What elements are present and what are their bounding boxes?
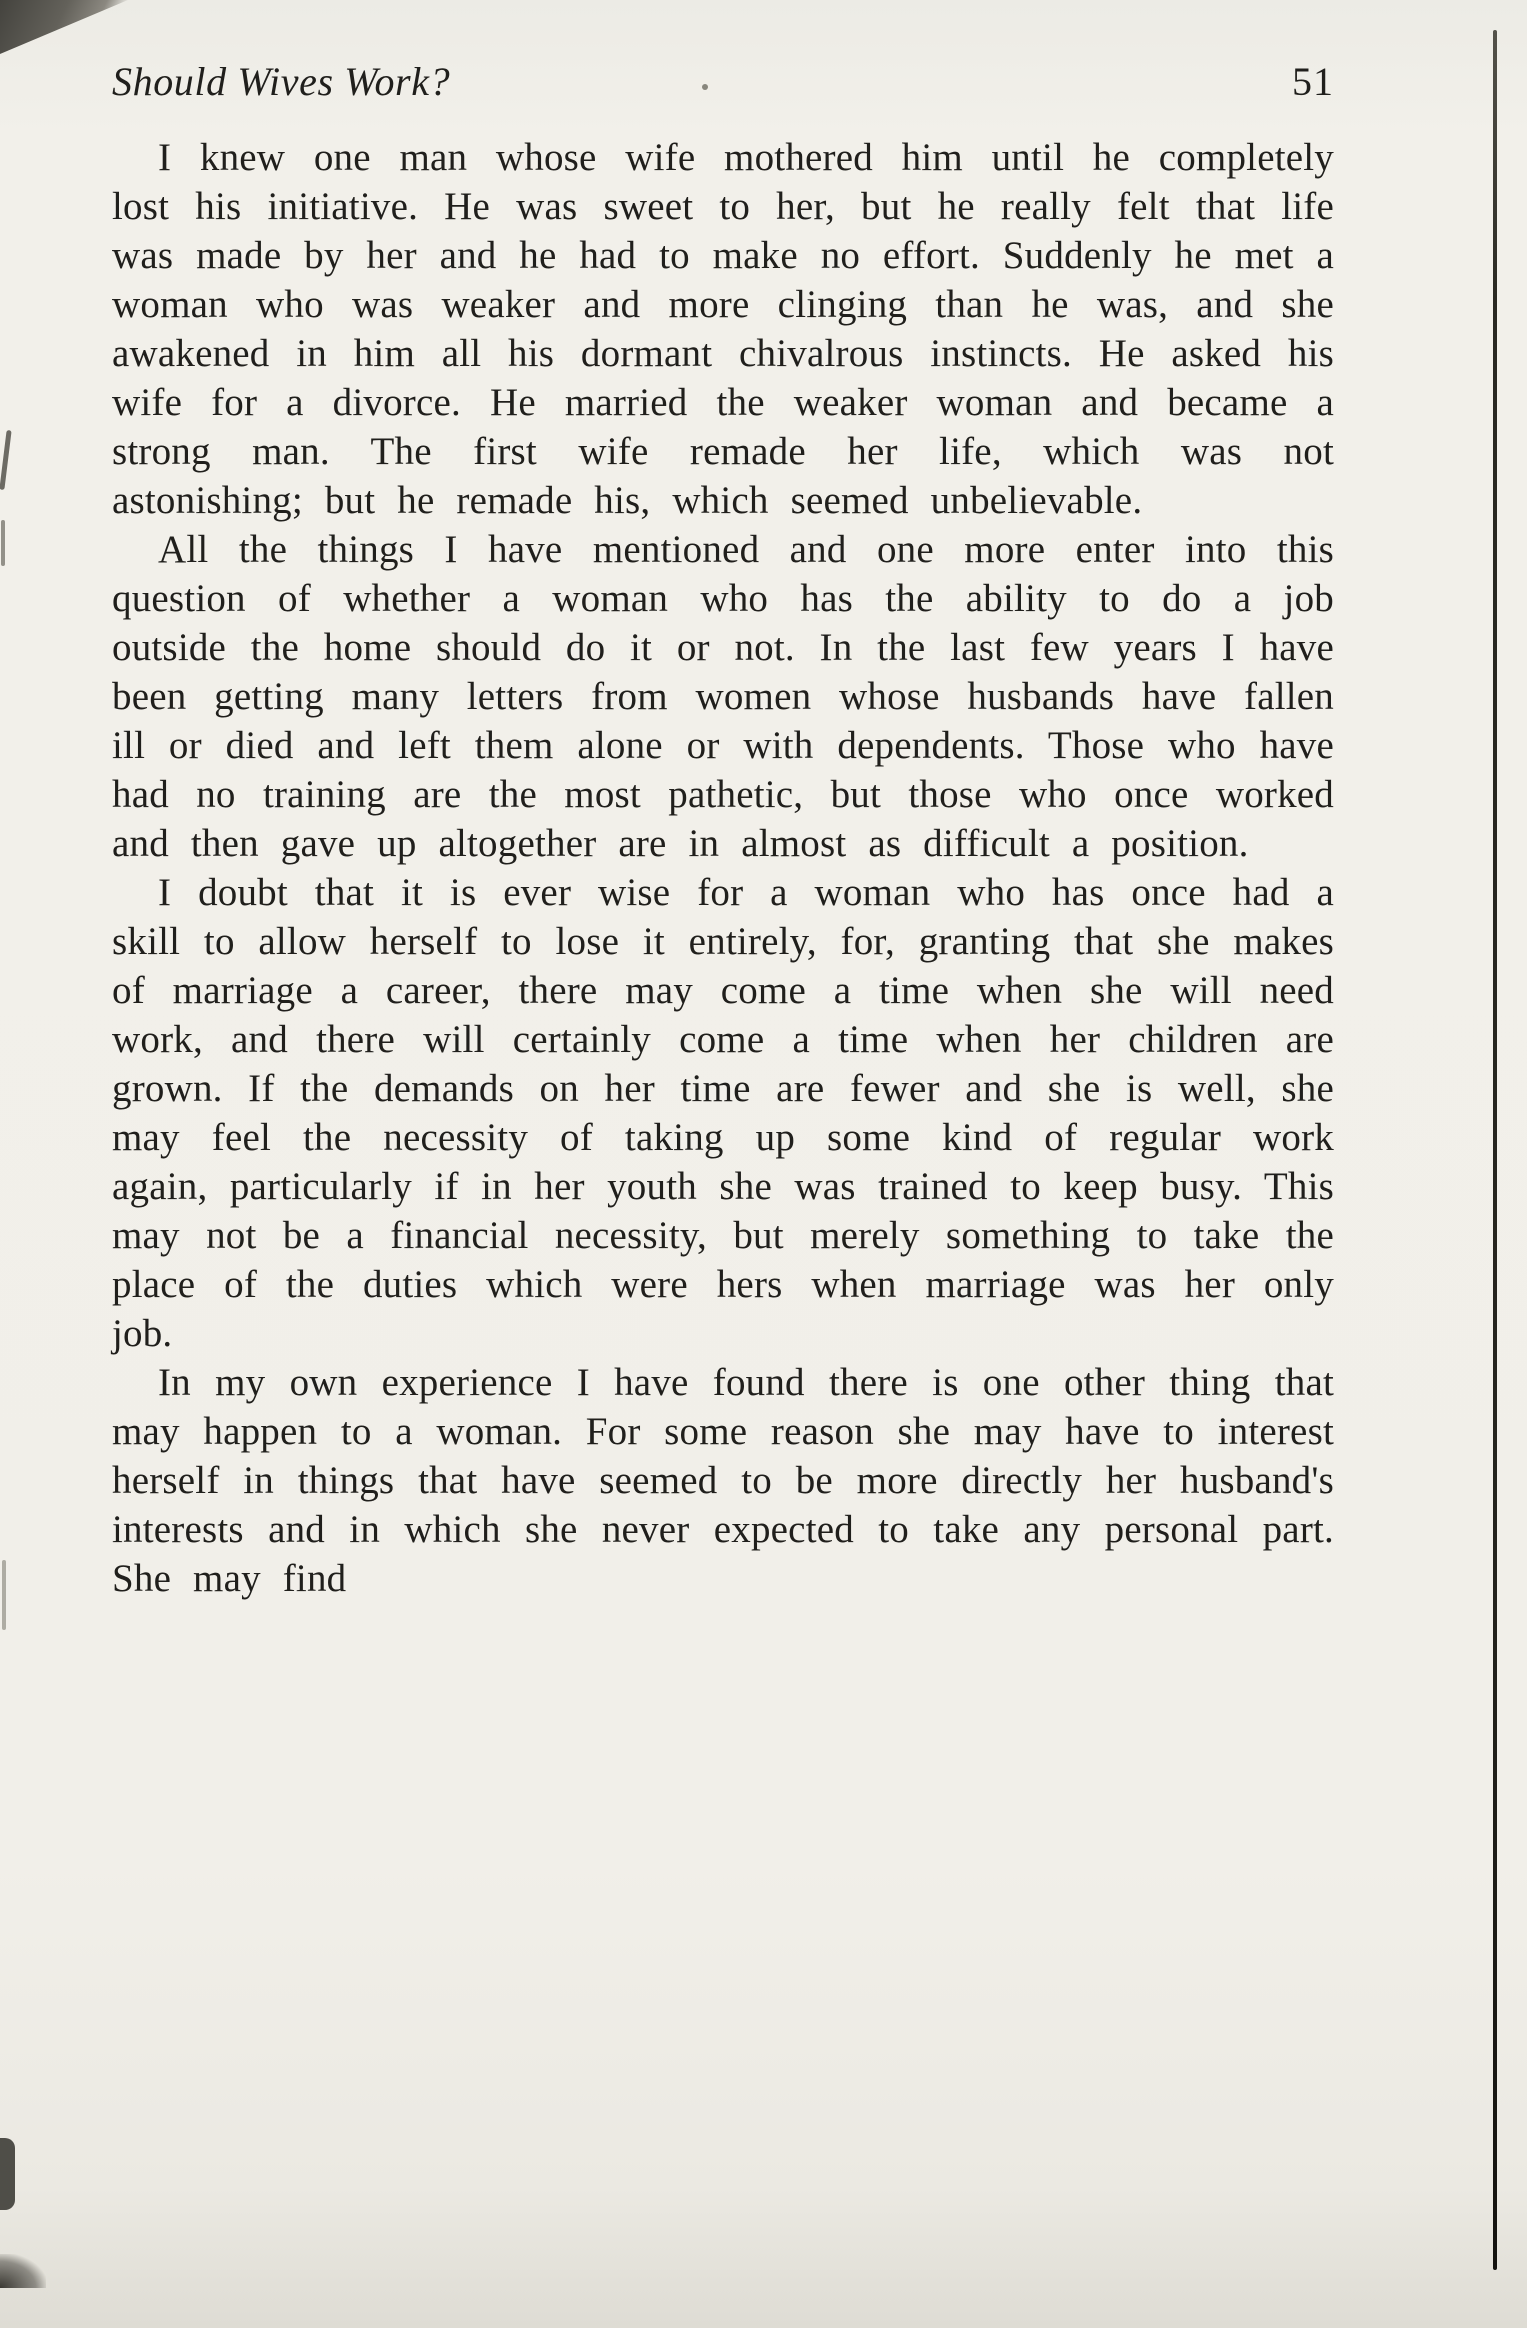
running-header (112, 58, 1334, 105)
scan-mark-left-2 (1, 520, 5, 566)
page-content (112, 58, 1334, 1603)
scan-mark-left-1 (0, 430, 12, 490)
paragraph: I knew one man whose wife mothered him until he completely lost his initiative. He was sweet to her, but he really felt that life was made by her and he had to make no effort. Suddenly he met a woman who was weaker and more clinging than he was, and she awakened in him all his dormant chivalrous instincts. He asked his wife for a divorce. He married the weaker woman and became a strong man. The first wife remade her life, which was not astonishing; but he remade his, which seemed unbelievable. (112, 136, 1334, 522)
scan-smudge-corner (0, 2254, 46, 2288)
page-edge-line (1493, 30, 1497, 2270)
body-text (112, 133, 1334, 1603)
scan-mark-left-3 (2, 1560, 6, 1630)
paragraph: In my own experience I have found there is one other thing that may happen to a woman. For some reason she may have to interest herself in things that have seemed to be more directly her husband's interests and in which she never expected to take any personal part. She may find (112, 1361, 1334, 1600)
page-number: 51 (1292, 59, 1334, 104)
paragraph: All the things I have mentioned and one more enter into this question of whether a woman who has the ability to do a job outside the home should do it or not. In the last few years I have been getting many letters from women whose husbands have fallen ill or died and left them alone or with dependents. Those who have had no training are the most pathetic, but those who once worked and then gave up altogether are in almost as difficult a position. (112, 528, 1334, 865)
scan-band-bottom (0, 2266, 1527, 2328)
running-title: Should Wives Work? (112, 59, 451, 104)
scan-smudge-bottom-left (0, 2138, 15, 2210)
paragraph: I doubt that it is ever wise for a woman who has once had a skill to allow herself to lose it entirely, for, granting that she makes of marriage a career, there may come a time when she will need work, and there will certainly come a time when her children are grown. If the demands on her time are fewer and she is well, she may feel the necessity of taking up some kind of regular work again, particularly if in her youth she was trained to keep busy. This may not be a financial necessity, but merely something to take the place of the duties which were hers when marriage was her only job. (112, 871, 1334, 1355)
scan-artifact-top-left (0, 0, 128, 54)
